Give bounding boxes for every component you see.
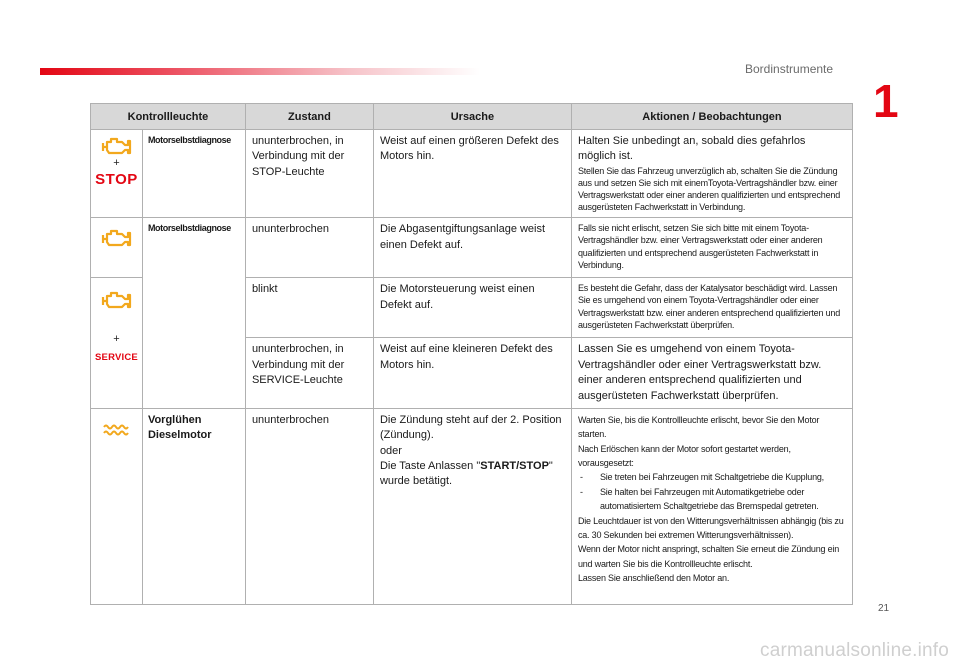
action-cell (571, 408, 852, 604)
lamp-icon-cell (91, 408, 143, 604)
state-text: ununterbrochen, in Verbindung mit der STOP-Leuchte (245, 130, 373, 218)
engine-icon (95, 288, 138, 312)
plus-sign: + (113, 333, 120, 346)
stop-lamp-label: STOP (95, 171, 138, 188)
state-text: ununterbrochen (245, 218, 373, 278)
cause-line3 (380, 459, 565, 490)
state-text: blinkt (245, 278, 373, 338)
state-text: ununterbrochen, in Verbindung mit der SERVICE-Leuchte (245, 338, 373, 409)
engine-icon (95, 134, 138, 158)
cause-line1: Die Zündung steht auf der 2. Position (Zündung). (379, 413, 562, 442)
cause-line3-pre: Die Taste Anlassen " (379, 460, 481, 473)
action-text: Es besteht die Gefahr, dass der Katalysator beschädigt wird. Lassen Sie es umgehend von einem Toyota-Vertragshändler oder einer Vertragswerkstatt bzw. einer anderen entsprechend qualifizierten und ausgerüsteten Fachwerkstatt überprüfen. (571, 278, 852, 338)
glow-plug-icon (95, 419, 138, 441)
cause-cell (373, 408, 571, 604)
action-cell (571, 130, 852, 218)
lamp-name: Motorselbstdiagnose (142, 130, 245, 218)
action-p1: Warten Sie, bis die Kontrollleuchte erlischt, bevor Sie den Motor starten. (577, 414, 820, 440)
col-header-state: Zustand (245, 104, 373, 130)
lamp-name (142, 408, 245, 604)
plus-sign: + (113, 157, 120, 169)
lamp-name: Motorselbstdiagnose (142, 218, 245, 409)
action-main: Halten Sie unbedingt an, sobald dies gefahrlos möglich ist. (577, 135, 806, 163)
cause-line2: oder (379, 444, 402, 457)
warning-lights-table (90, 103, 853, 605)
lamp-name-line2: Dieselmotor (147, 429, 212, 442)
table-header-row (91, 104, 853, 130)
lamp-name-line1: Vorglühen (147, 413, 202, 426)
engine-icon (95, 226, 138, 250)
action-detail: Stellen Sie das Fahrzeug unverzüglich ab, schalten Sie die Zündung aus und setzen Sie sich mit einemToyota-Vertragshändler bzw. einer Vertragswerkstatt oder einer anderen qualifizierten und entsprechend ausgerüsteten Fachwerkstatt in Verbindung. (577, 165, 841, 213)
watermark: carmanualsonline.info (760, 640, 950, 661)
list-item: - Sie treten bei Fahrzeugen mit Schaltgetriebe die Kupplung, (578, 470, 846, 484)
chapter-number: 1 (873, 75, 899, 127)
header-accent-bar (40, 68, 480, 75)
table-row (91, 218, 853, 278)
col-header-cause: Ursache (373, 104, 571, 130)
state-text: ununterbrochen (245, 408, 373, 604)
section-title: Bordinstrumente (745, 62, 834, 76)
action-bullet-list (578, 470, 846, 513)
action-p3: Die Leuchtdauer ist von den Witterungsverhältnissen abhängig (bis zu ca. 30 Sekunden bei extremen Witterungsverhältnissen). (577, 515, 844, 541)
action-text: Falls sie nicht erlischt, setzen Sie sich bitte mit einem Toyota-Vertragshändler bzw. einer Vertragswerkstatt oder einer anderen qualifizierten und entsprechend ausgerüsteten Fachwerkstatt in Verbindung. (571, 218, 852, 278)
lamp-icon-cell (91, 218, 143, 278)
page-number: 21 (878, 603, 890, 614)
cause-text: Die Motorsteuerung weist einen Defekt auf. (373, 278, 571, 338)
cause-line3-post: " wurde betätigt. (379, 460, 553, 488)
col-header-lamp: Kontrollleuchte (91, 104, 246, 130)
lamp-icon-cell (91, 278, 143, 409)
lamp-icon-cell (91, 130, 143, 218)
action-p2: Nach Erlöschen kann der Motor sofort gestartet werden, vorausgesetzt: (577, 443, 791, 469)
action-p5: Lassen Sie anschließend den Motor an. (577, 573, 730, 584)
col-header-action: Aktionen / Beobachtungen (571, 104, 852, 130)
cause-text: Die Abgasentgiftungsanlage weist einen Defekt auf. (373, 218, 571, 278)
cause-text: Weist auf einen größeren Defekt des Motors hin. (373, 130, 571, 218)
action-p4: Wenn der Motor nicht anspringt, schalten Sie erneut die Zündung ein und warten Sie bis die Kontrollleuchte erlischt. (577, 544, 840, 569)
list-item: - Sie halten bei Fahrzeugen mit Automatikgetriebe oder automatisiertem Schaltgetriebe das Bremspedal getreten. (578, 485, 846, 514)
action-text: Lassen Sie es umgehend von einem Toyota-Vertragshändler oder einer Vertragswerkstatt bzw. einer anderen entsprechend qualifizierten und ausgerüsteten Fachwerkstatt überprüfen. (571, 338, 852, 409)
table-row (91, 408, 853, 604)
cause-text: Weist auf eine kleineren Defekt des Motors hin. (373, 338, 571, 409)
service-lamp-label: SERVICE (95, 352, 138, 364)
start-stop-key-name: START/STOP (480, 460, 549, 473)
table-row (91, 130, 853, 218)
